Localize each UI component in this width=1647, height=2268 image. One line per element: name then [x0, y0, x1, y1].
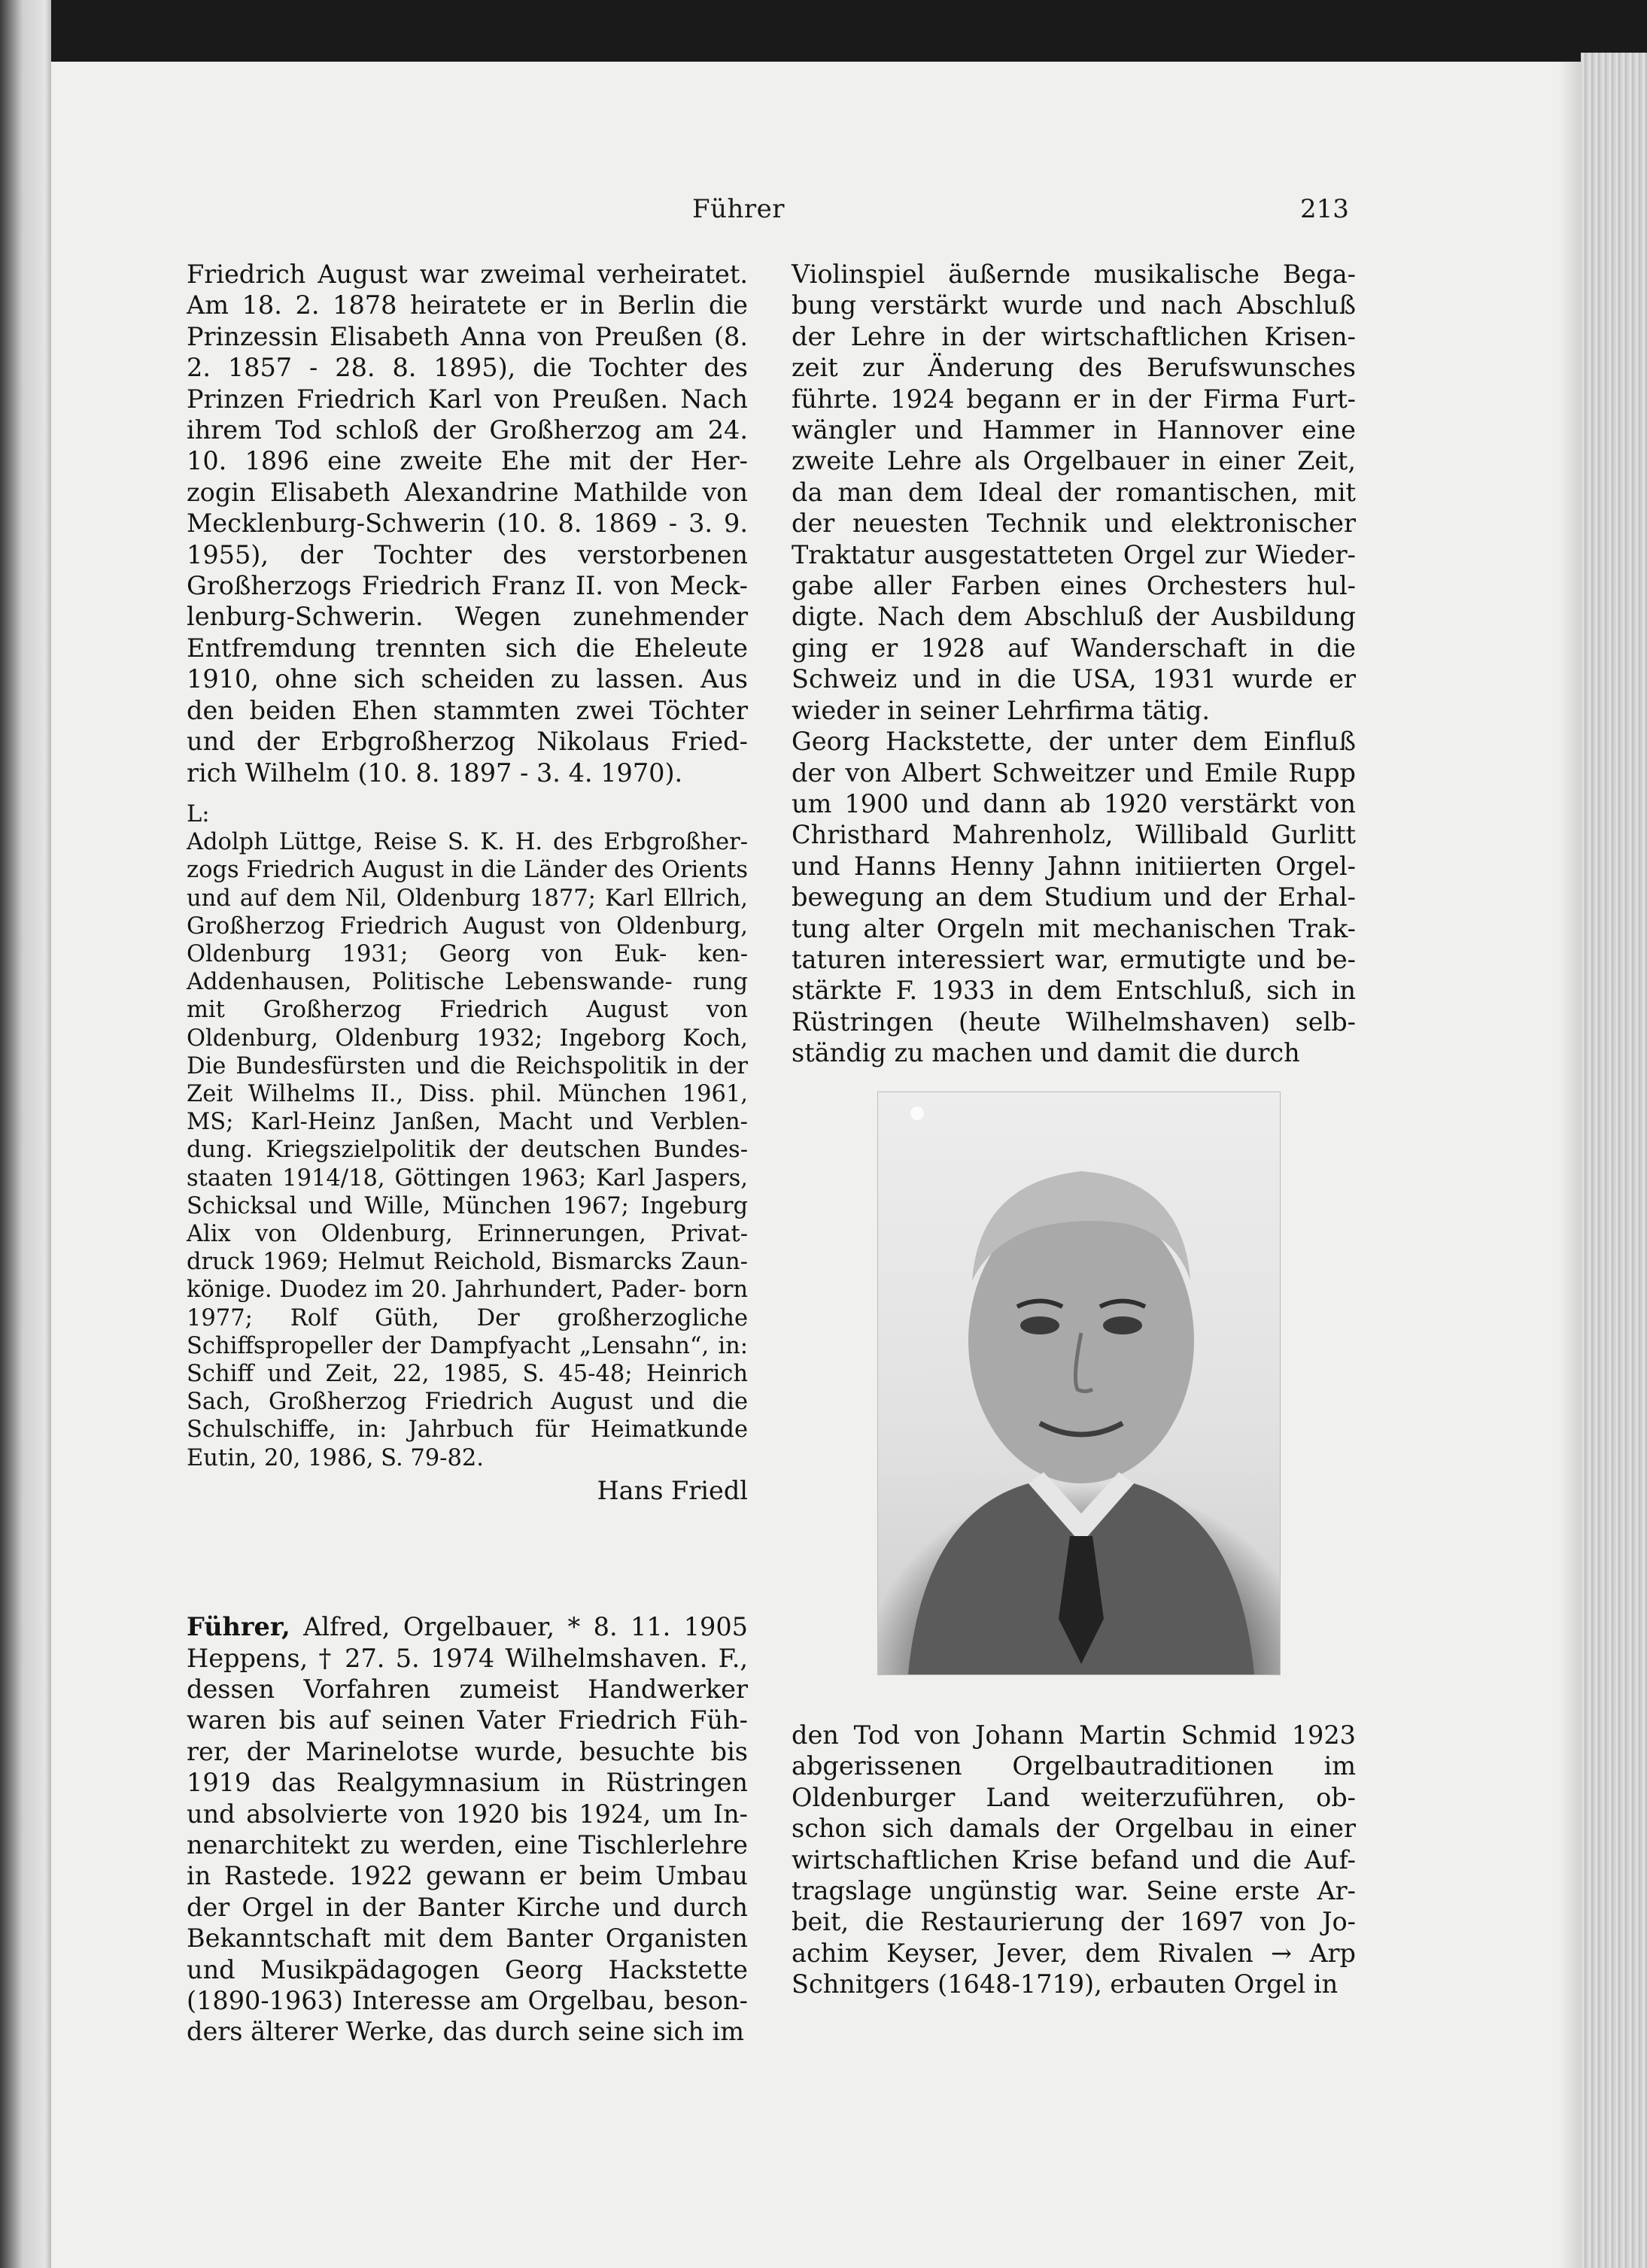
- running-head: Führer: [692, 194, 786, 224]
- text-line: Traktatur ausgestatteten Orgel zur Wieder-: [792, 539, 1356, 569]
- text-line: Großherzogs Friedrich Franz II. von Meck-: [187, 571, 748, 601]
- text-line: Rüstringen (heute Wilhelmshaven) selb-: [792, 1006, 1356, 1037]
- text-line: stärkte F. 1933 in dem Entschluß, sich in: [792, 976, 1356, 1006]
- text-line: wängler und Hammer in Hannover eine: [792, 415, 1356, 445]
- text-line: Am 18. 2. 1878 heiratete er in Berlin die: [187, 290, 748, 320]
- text-line: Adolph Lüttge, Reise S. K. H. des Erbgroßher-: [187, 829, 748, 856]
- text-line: druck 1969; Helmut Reichold, Bismarcks Zaun-: [187, 1249, 748, 1276]
- text-line: ken-Addenhausen, Politische Lebenswande-: [187, 940, 748, 996]
- text-line: Georg Hackstette, der unter dem Einfluß: [792, 727, 1356, 757]
- text-line: den beiden Ehen stammten zwei Töchter: [187, 695, 748, 725]
- text-line: rung mit Großherzog Friedrich August von: [187, 969, 748, 1024]
- page-number: 213: [1300, 194, 1349, 224]
- text-line: Prinzen Friedrich Karl von Preußen. Nach: [187, 384, 748, 414]
- text-line: Violinspiel äußernde musikalische Bega-: [792, 260, 1356, 289]
- text-line: nenarchitekt zu werden, eine Tischlerlehre: [187, 1830, 748, 1860]
- text-line: von Mecklenburg-Schwerin (10. 8. 1869 -: [187, 477, 748, 539]
- text-line: schon sich damals der Orgelbau in einer: [792, 1814, 1356, 1844]
- article-author: Hans Friedl: [597, 1475, 748, 1505]
- text-line: Christhard Mahrenholz, Willibald Gurlitt: [792, 820, 1356, 850]
- text-line: Sach, Großherzog Friedrich August und die: [187, 1389, 748, 1416]
- text-line: Schnitgers (1648-1719), erbauten Orgel in: [792, 1969, 1339, 1999]
- text-line: zweite Lehre als Orgelbauer in einer Zeit,: [792, 446, 1356, 476]
- text-line: born 1977; Rolf Güth, Der großherzogliche: [187, 1277, 748, 1331]
- text-line: Karl Ellrich, Großherzog Friedrich August von: [187, 885, 748, 940]
- text-line: Friedrich August war zweimal verheiratet.: [187, 260, 748, 289]
- text-line: und absolvierte von 1920 bis 1924, um In-: [187, 1799, 748, 1829]
- text-line: (1890-1963) Interesse am Orgelbau, beson-: [187, 1986, 748, 2016]
- text-line: 1919 das Realgymnasium in Rüstringen: [187, 1768, 748, 1798]
- text-line: führte. 1924 begann er in der Firma Furt-: [792, 384, 1356, 414]
- text-line: taturen interessiert war, ermutigte und be-: [792, 944, 1356, 974]
- text-line: beit, die Restaurierung der 1697 von Jo-: [792, 1907, 1356, 1937]
- text-line: Eutin, 20, 1986, S. 79-82.: [187, 1444, 484, 1471]
- entry-first-line: Alfred, Orgelbauer, * 8. 11. 1905: [290, 1612, 748, 1642]
- text-line: Schicksal und Wille, München 1967; Ingeburg: [187, 1192, 748, 1219]
- text-line: in Rastede. 1922 gewann er beim Umbau: [187, 1861, 748, 1891]
- text-line: Schiffspropeller der Dampfyacht „Lensahn“,: [187, 1332, 710, 1359]
- text-line: ihrem Tod schloß der Großherzog am: [187, 415, 694, 445]
- text-line: dung. Kriegszielpolitik der deutschen Bundes-: [187, 1137, 748, 1164]
- text-line: 1910, ohne sich scheiden zu lassen. Aus: [187, 664, 748, 694]
- text-line: Alix von Oldenburg, Erinnerungen, Privat-: [187, 1220, 748, 1247]
- right-column-top: [792, 259, 1356, 1069]
- text-line: Prinzessin Elisabeth Anna von Preußen: [187, 321, 703, 351]
- facing-page-edge: [0, 0, 51, 2268]
- hackstette-paragraph: [792, 726, 1356, 1068]
- text-line: Die Bundesfürsten und die Reichspolitik in der: [187, 1052, 748, 1079]
- text-line: Heppens, † 27. 5. 1974 Wilhelmshaven.: [187, 1643, 708, 1673]
- text-line: zeit zur Änderung des Berufswunsches: [792, 353, 1356, 383]
- text-line: Schulschiffe, in: Jahrbuch für Heimatkunde: [187, 1416, 748, 1444]
- text-line: und der Erbgroßherzog Nikolaus Fried-: [187, 727, 748, 757]
- text-line: wieder in seiner Lehrfirma tätig.: [792, 695, 1210, 725]
- fuehrer-entry: [187, 1611, 748, 2048]
- text-line: ging er 1928 auf Wanderschaft in die: [792, 633, 1356, 663]
- text-line: ständig zu machen und damit die durch: [792, 1038, 1300, 1068]
- text-line: F., dessen Vorfahren zumeist Handwerker: [187, 1643, 748, 1704]
- text-line: Oldenburger Land weiterzuführen, ob-: [792, 1782, 1356, 1812]
- text-line: bewegung an dem Studium und der Erhal-: [792, 882, 1356, 912]
- right-column-bottom: [792, 1720, 1356, 2000]
- text-line: staaten 1914/18, Göttingen 1963; Karl Jaspers,: [187, 1164, 748, 1192]
- continuation-paragraph: [792, 1720, 1356, 2000]
- text-line: Oldenburg, Oldenburg 1931; Georg von Euk-: [187, 912, 749, 967]
- page-shadow: [1558, 62, 1581, 2268]
- text-line: und Musikpädagogen Georg Hackstette: [187, 1954, 748, 1984]
- text-line: zogs Friedrich August in die Länder des: [187, 857, 655, 884]
- text-line: in: Schiff und Zeit, 22, 1985, S. 45-48; Heinrich: [187, 1332, 748, 1387]
- text-line: Entfremdung trennten sich die Eheleute: [187, 633, 748, 663]
- text-line: rich Wilhelm (10. 8. 1897 - 3. 4. 1970).: [187, 758, 683, 788]
- text-line: Bekanntschaft mit dem Banter Organisten: [187, 1923, 748, 1954]
- literature-label: L:: [187, 800, 210, 827]
- text-line: waren bis auf seinen Vater Friedrich Füh-: [187, 1705, 748, 1735]
- text-line: Zeit Wilhelms II., Diss. phil. München 1961,: [187, 1080, 748, 1107]
- text-line: könige. Duodez im 20. Jahrhundert, Pader-: [187, 1277, 686, 1304]
- text-line: zogin Elisabeth Alexandrine Mathilde: [187, 477, 688, 507]
- entry-headword: Führer,: [187, 1612, 290, 1642]
- text-line: und Hanns Henny Jahnn initiierten Orgel-: [792, 851, 1356, 881]
- text-line: lenburg-Schwerin. Wegen zunehmender: [187, 602, 748, 632]
- text-line: achim Keyser, Jever, dem Rivalen → Arp: [792, 1938, 1356, 1968]
- text-line: da man dem Ideal der romantischen, mit: [792, 477, 1356, 507]
- text-line: der Lehre in der wirtschaftlichen Krisen-: [792, 321, 1356, 351]
- text-line: der von Albert Schweitzer und Emile Rupp: [792, 758, 1356, 788]
- marriage-paragraph: [187, 259, 748, 788]
- text-line: der Orgel in der Banter Kirche und durch: [187, 1892, 748, 1922]
- text-line: Orients und auf dem Nil, Oldenburg 1877;: [187, 857, 749, 912]
- text-line: digte. Nach dem Abschluß der Ausbildung: [792, 602, 1356, 632]
- text-line: bung verstärkt wurde und nach Abschluß: [792, 290, 1356, 320]
- text-line: wirtschaftlichen Krise befand und die Auf-: [792, 1844, 1356, 1875]
- biography-paragraph: [792, 259, 1356, 726]
- text-line: MS; Karl-Heinz Janßen, Macht und Verblen-: [187, 1109, 748, 1136]
- text-line: 3. 9. 1955), der Tochter des verstorbenen: [187, 509, 749, 569]
- text-line: (8. 2. 1857 - 28. 8. 1895), die Tochter des: [187, 321, 748, 383]
- text-line: tragslage ungünstig war. Seine erste Ar-: [792, 1876, 1356, 1906]
- text-line: gabe aller Farben eines Orchesters hul-: [792, 571, 1356, 601]
- literature-list: [187, 828, 748, 1472]
- left-column: [187, 259, 748, 2048]
- text-line: ders älterer Werke, das durch seine sich im: [187, 2017, 744, 2047]
- text-line: um 1900 und dann ab 1920 verstärkt von: [792, 788, 1356, 818]
- text-line: der neuesten Technik und elektronischer: [792, 509, 1356, 539]
- page-stack-edge: [1581, 53, 1647, 2268]
- text-line: Schweiz und in die USA, 1931 wurde er: [792, 664, 1356, 694]
- text-line: Oldenburg, Oldenburg 1932; Ingeborg Koch,: [187, 1025, 748, 1052]
- text-line: abgerissenen Orgelbautraditionen im: [792, 1751, 1356, 1781]
- text-line: rer, der Marinelotse wurde, besuchte bis: [187, 1736, 748, 1766]
- text-line: den Tod von Johann Martin Schmid 1923: [792, 1720, 1356, 1750]
- portrait-photo: [877, 1091, 1281, 1675]
- text-line: 24. 10. 1896 eine zweite Ehe mit der Her-: [187, 415, 748, 476]
- portrait-illustration: [878, 1092, 1280, 1674]
- text-line: tung alter Orgeln mit mechanischen Trak-: [792, 913, 1356, 943]
